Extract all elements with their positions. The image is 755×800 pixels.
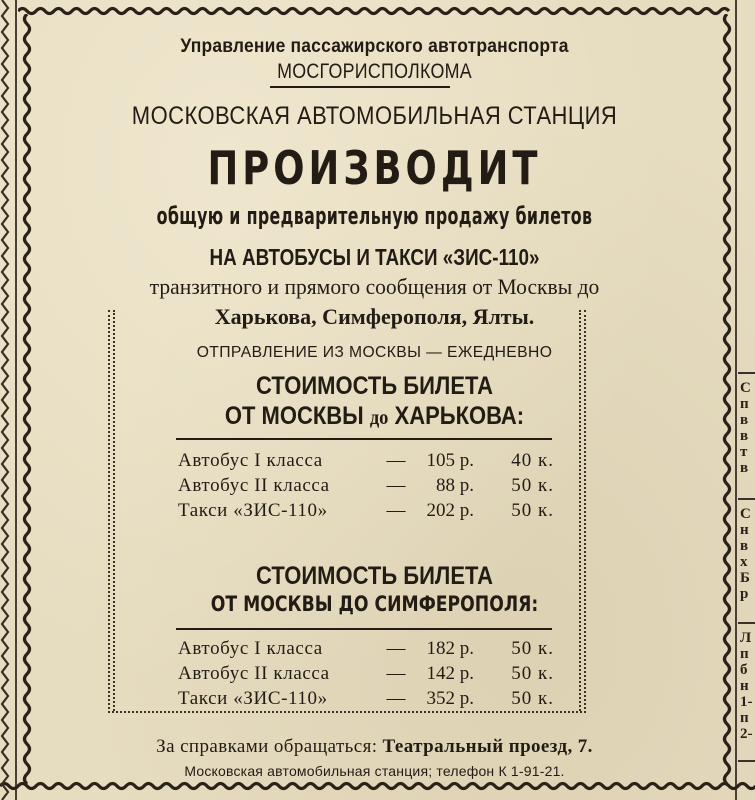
fare-vehicle: Автобус I класса bbox=[178, 638, 323, 659]
fare-dash: — bbox=[386, 663, 406, 684]
fare-kopecks: 50 к. bbox=[511, 638, 554, 659]
fare-table-title-kharkov-line1: СТОИМОСТЬ БИЛЕТА bbox=[256, 372, 493, 400]
advertisement bbox=[22, 18, 727, 783]
fare-dash: — bbox=[386, 688, 406, 709]
fare-dash: — bbox=[386, 638, 406, 659]
fare-table-title-kharkov-line2 bbox=[64, 402, 684, 431]
fare-rubles: 105 р. bbox=[426, 450, 474, 471]
fare-row bbox=[178, 473, 558, 498]
title-to-word: до bbox=[369, 405, 389, 429]
fare-table-simferopol bbox=[178, 636, 558, 711]
fare-table-kharkov bbox=[178, 448, 558, 523]
fare-rubles: 88 р. bbox=[436, 475, 474, 496]
right-column-rule bbox=[735, 0, 737, 800]
schedule-note: ОТПРАВЛЕНИЕ ИЗ МОСКВЫ — ЕЖЕДНЕВНО bbox=[196, 344, 553, 361]
fare-dash: — bbox=[386, 450, 406, 471]
title-kharkov: ХАРЬКОВА: bbox=[394, 402, 525, 430]
subheadline: общую и предварительную продажу билетов bbox=[156, 202, 593, 230]
fare-table-title-simferopol-line2: ОТ МОСКВЫ ДО СИМФЕРОПОЛЯ: bbox=[210, 592, 539, 616]
fare-row bbox=[178, 661, 558, 686]
fare-row bbox=[178, 686, 558, 711]
fare-vehicle: Такси «ЗИС-110» bbox=[178, 500, 328, 521]
fare-table-simferopol-rule bbox=[176, 628, 552, 630]
adjacent-article-fragment-3: Л п б н 1- п 2- bbox=[740, 630, 753, 742]
title-from-moscow: ОТ МОСКВЫ bbox=[224, 402, 364, 430]
fare-table-kharkov-rule bbox=[176, 438, 552, 440]
fare-dash: — bbox=[386, 475, 406, 496]
fare-vehicle: Такси «ЗИС-110» bbox=[178, 688, 328, 709]
fare-row bbox=[178, 448, 558, 473]
fare-dash: — bbox=[386, 500, 406, 521]
fare-kopecks: 50 к. bbox=[511, 663, 554, 684]
destinations-line: Харькова, Симферополя, Ялты. bbox=[214, 304, 535, 329]
organization-name: МОСГОРИСПОЛКОМА bbox=[277, 60, 472, 83]
fare-row bbox=[178, 498, 558, 523]
adjacent-article-divider bbox=[738, 760, 755, 762]
route-line: транзитного и прямого сообщения от Москвы до bbox=[149, 274, 600, 299]
adjacent-article-divider bbox=[738, 622, 755, 624]
adjacent-article-divider bbox=[738, 498, 755, 500]
organization-underline bbox=[270, 86, 450, 88]
vehicles-line: НА АВТОБУСЫ И ТАКСИ «ЗИС-110» bbox=[209, 244, 540, 270]
fare-table-title-simferopol-line1: СТОИМОСТЬ БИЛЕТА bbox=[256, 562, 493, 590]
fare-vehicle: Автобус I класса bbox=[178, 450, 323, 471]
adjacent-article-fragment-1: С п в в т в bbox=[740, 380, 751, 476]
fare-kopecks: 50 к. bbox=[511, 688, 554, 709]
contact-line: Московская автомобильная станция; телефон К 1-91-21. bbox=[184, 763, 565, 779]
fare-kopecks: 40 к. bbox=[511, 450, 554, 471]
fare-vehicle: Автобус II класса bbox=[178, 475, 330, 496]
organization-line: Управление пассажирского автотранспорта bbox=[180, 36, 569, 57]
inquiry-prefix: За справками обращаться: bbox=[156, 736, 378, 757]
fare-rubles: 142 р. bbox=[426, 663, 474, 684]
fare-kopecks: 50 к. bbox=[511, 475, 554, 496]
adjacent-article-fragment-2: С н в х Б р bbox=[740, 506, 751, 602]
inquiry-line bbox=[22, 736, 727, 758]
headline: ПРОИЗВОДИТ bbox=[207, 141, 542, 195]
fare-kopecks: 50 к. bbox=[511, 500, 554, 521]
left-adjacent-column-ornament bbox=[0, 0, 10, 800]
station-name: МОСКОВСКАЯ АВТОМОБИЛЬНАЯ СТАНЦИЯ bbox=[131, 102, 618, 130]
fare-rubles: 352 р. bbox=[426, 688, 474, 709]
adjacent-article-divider bbox=[738, 372, 755, 374]
fare-vehicle: Автобус II класса bbox=[178, 663, 330, 684]
inquiry-address: Театральный проезд, 7. bbox=[382, 736, 593, 757]
fare-rubles: 202 р. bbox=[426, 500, 474, 521]
left-column-rule bbox=[15, 0, 17, 800]
fare-rubles: 182 р. bbox=[426, 638, 474, 659]
fare-row bbox=[178, 636, 558, 661]
top-wavy-border bbox=[18, 6, 733, 16]
